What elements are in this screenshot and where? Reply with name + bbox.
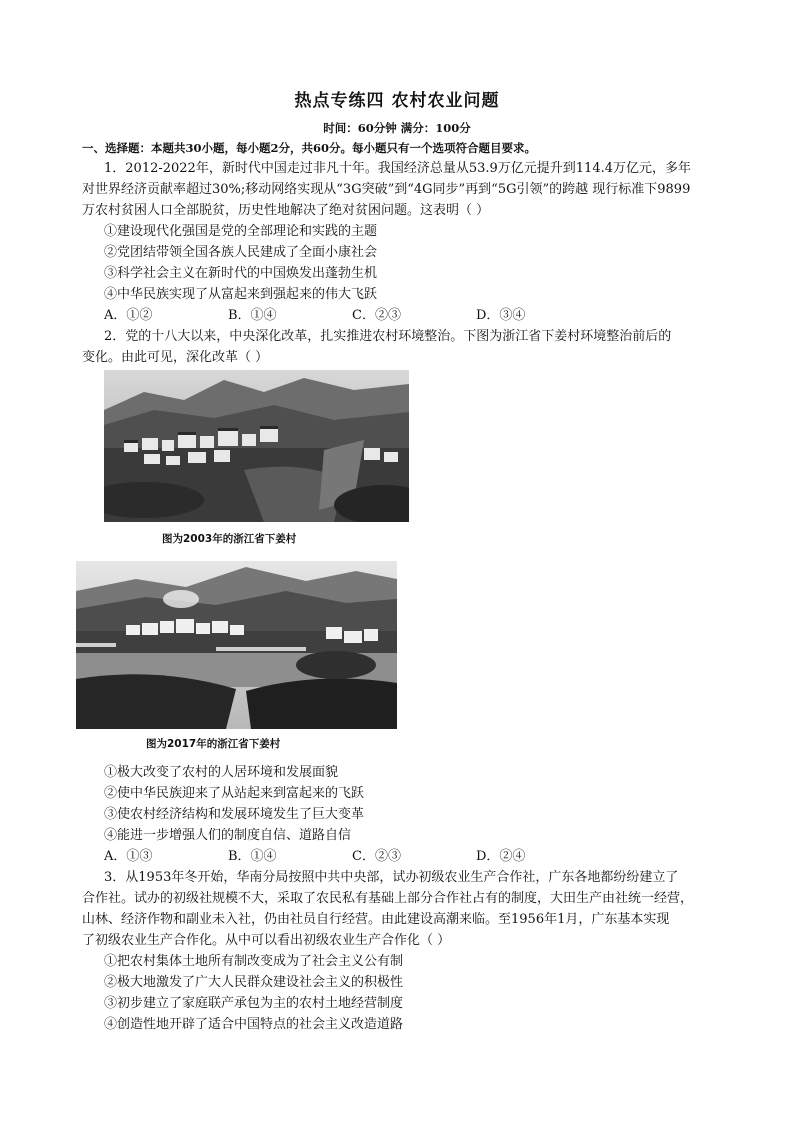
q2-option-1: ①极大改变了农村的人居环境和发展面貌 [104,765,339,780]
q3-line-1: 3．从1953年冬开始，华南分局按照中共中央部，试办初级农业生产合作社，广东各地都纷纷建立了 [104,870,679,885]
q1-option-1: ①建设现代化强国是党的全部理论和实践的主题 [104,224,378,239]
village-photo-2017 [76,561,397,729]
q1-option-2: ②党团结带领全国各族人民建成了全面小康社会 [104,245,378,260]
q1-choice-a: A．①② [104,308,153,323]
section-heading: 一、选择题：本题共30小题，每小题2分，共60分。每小题只有一个选项符合题目要求。 [82,141,537,155]
q3-line-2: 合作社。试办的初级社规模不大，采取了农民私有基础上部分合作社占有的制度，大田生产由社统一经营， [82,891,694,906]
q1-option-3: ③科学社会主义在新时代的中国焕发出蓬勃生机 [104,266,378,281]
q3-line-4: 了初级农业生产合作化。从中可以看出初级农业生产合作化（ ） [82,933,451,948]
q2-choice-a: A．①③ [104,849,153,864]
q3-option-3: ③初步建立了家庭联产承包为主的农村土地经营制度 [104,996,404,1011]
q1-choice-b: B．①④ [228,308,277,323]
photo-caption-2003: 图为2003年的浙江省下姜村 [162,533,297,545]
q2-option-2: ②使中华民族迎来了从站起来到富起来的飞跃 [104,786,365,801]
q1-choice-d: D．③④ [476,308,526,323]
q3-line-3: 山林、经济作物和副业未入社，仍由社员自行经营。由此建设高潮来临。至1956年1月，广东基本实现 [82,912,670,927]
q1-choice-c: C．②③ [352,308,401,323]
q1-line-1: 1．2012-2022年，新时代中国走过非凡十年。我国经济总量从53.9万亿元提升到114.4万亿元，多年 [104,161,691,176]
q2-choices [104,848,600,866]
q1-line-2: 对世界经济贡献率超过30%;移动网络实现从“3G突破”到“4G同步”再到“5G引领”的跨越 现行标准下9899 [82,182,691,197]
exam-meta: 时间：60分钟 满分：100分 [323,121,471,135]
q2-option-4: ④能进一步增强人们的制度自信、道路自信 [104,828,352,843]
q2-option-3: ③使农村经济结构和发展环境发生了巨大变革 [104,807,365,822]
q1-choices [104,307,600,325]
q3-option-4: ④创造性地开辟了适合中国特点的社会主义改造道路 [104,1017,404,1032]
q2-choice-d: D．②④ [476,849,526,864]
page-title: 热点专练四 农村农业问题 [294,91,500,111]
q2-choice-b: B．①④ [228,849,277,864]
village-photo-2003 [104,370,409,522]
photo-caption-2017: 图为2017年的浙江省下姜村 [146,738,281,750]
q2-line-2: 变化。由此可见，深化改革（ ） [82,350,269,365]
q1-line-3: 万农村贫困人口全部脱贫，历史性地解决了绝对贫困问题。这表明（ ） [82,203,490,218]
q1-option-4: ④中华民族实现了从富起来到强起来的伟大飞跃 [104,287,378,302]
q3-option-2: ②极大地激发了广大人民群众建设社会主义的积极性 [104,975,404,990]
q2-line-1: 2．党的十八大以来，中央深化改革，扎实推进农村环境整治。下图为浙江省下姜村环境整治前后的 [104,329,672,344]
q2-choice-c: C．②③ [352,849,401,864]
q3-option-1: ①把农村集体土地所有制改变成为了社会主义公有制 [104,954,404,969]
